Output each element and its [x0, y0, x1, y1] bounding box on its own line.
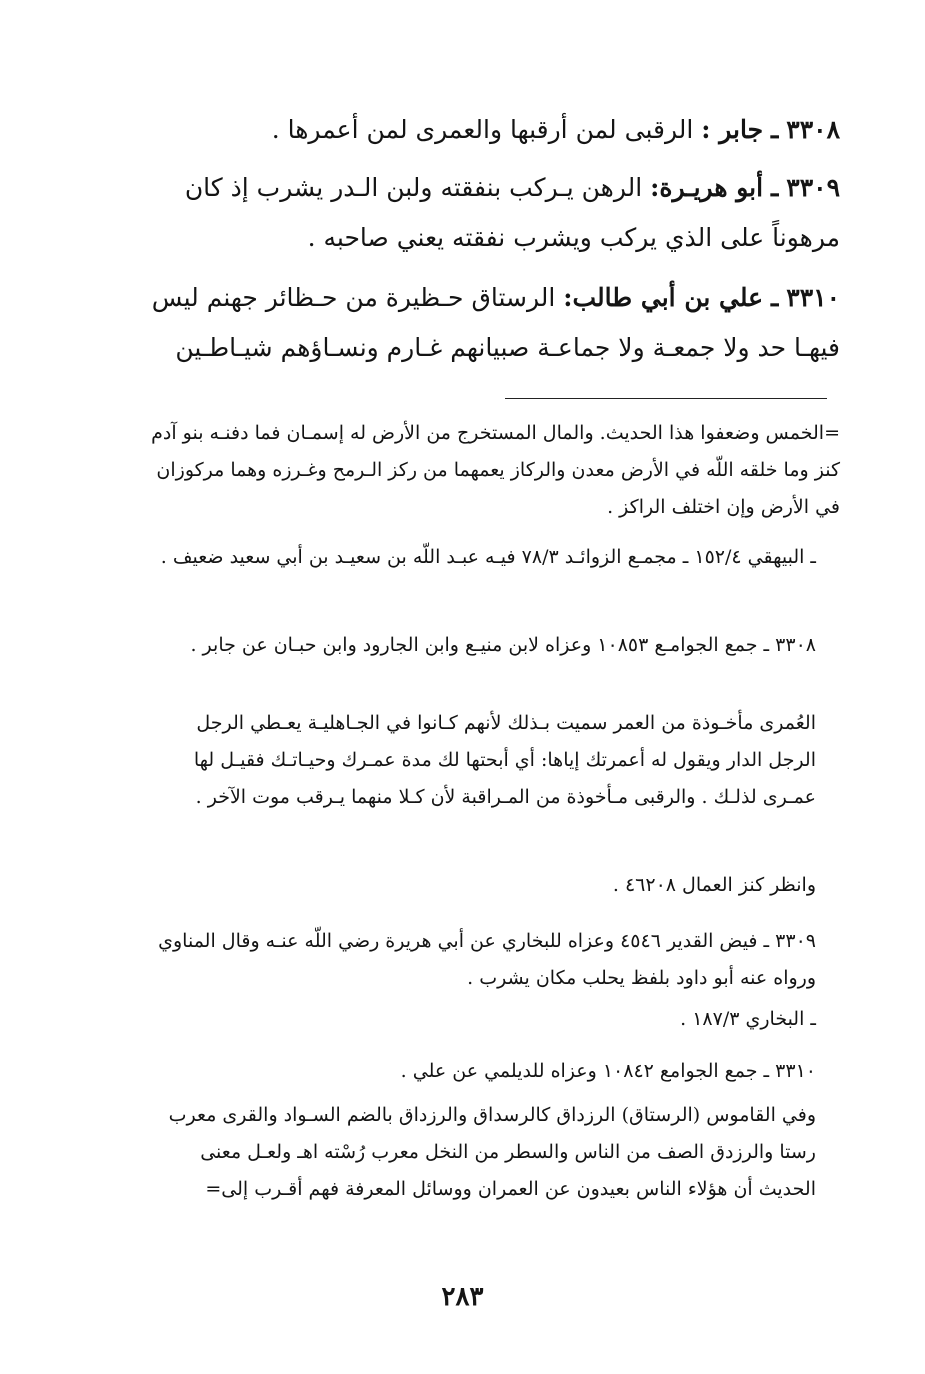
footnote-continuation: =الخمس وضعفوا هذا الحديث. والمال المستخرج من الأرض له إسمـان فما دفنـه بنو آدم كنز وما خلقه اللّه في الأرض معدن والركاز يعمهما من ركز الـرمح وغـرزه وهما مركوزان في الأرض وإن اختلف الراكز .	[151, 422, 840, 518]
hadith-3309: ٣٣٠٩ ـ أبو هريـرة: الرهن يـركب بنفقته ولبن الـدر يشرب إذ كان مرهوناً على الذي يركب ويشرب نفقته يعني صاحبه .	[184, 173, 840, 252]
hadith-text: الرستاق حـظيرة من حـظائر جهنم ليس فيهـا حد ولا جمعـة ولا جماعـة صبيانهم غـارم ونسـاؤهم شيـاطـين	[151, 283, 840, 362]
page-number: ٢٨٣	[441, 1282, 484, 1312]
footnote-3310: ٣٣١٠ ـ جمع الجوامع ١٠٨٤٢ وعزاه للديلمي عن علي .	[400, 1060, 816, 1082]
footnote-3309: ٣٣٠٩ ـ فيض القدير ٤٥٤٦ وعزاه للبخاري عن أبي هريرة رضي اللّه عنـه وقال المناوي ورواه عنه أبو داود بلفظ يحلب مكان يشرب .	[158, 930, 816, 989]
footnotes	[150, 415, 840, 1225]
narrator: أبو هريـرة:	[650, 173, 764, 202]
hadith-3310: ٣٣١٠ ـ علي بن أبي طالب: الرستاق حـظيرة من حـظائر جهنم ليس فيهـا حد ولا جمعـة ولا جماعـة صبيانهم غـارم ونسـاؤهم شيـاطـين	[151, 283, 840, 362]
narrator: جابر :	[701, 115, 764, 144]
footnote-3308-umra: العُمرى مأخـوذة من العمر سميت بـذلك لأنهم كـانوا في الجـاهليـة يعـطي الرجل الرجل الدار ويقول له أعمرتك إياها: أي أبحتها لك مدة عمـرك وحيـاتـك فقيـل لها عمـرى لذلـك . والرقبى مـأخوذة من المـراقبة لأن كـلا منهما يـرقب موت الآخر .	[193, 712, 816, 808]
footnote-3310-qamus: وفي القاموس (الرستاق) الرزداق كالرسداق والرزداق بالضم السـواد والقرى معرب رستا والرزدق الصف من الناس والسطر من النخل معرب رُسْته اهـ ولعـل معنى الحديث أن هؤلاء الناس بعيدون عن العمران ووسائل المعرفة فهم أقـرب إلى=	[168, 1104, 816, 1200]
hadith-text: الرهن يـركب بنفقته ولبن الـدر يشرب إذ كان مرهوناً على الذي يركب ويشرب نفقته يعني صاحبه .	[184, 173, 840, 252]
footnote-bayhaqi: ـ البيهقي ١٥٢/٤ ـ مجمـع الزوائـد ٧٨/٣ فيـه عبـد اللّه بن سعيـد بن أبي سعيد ضعيف .	[160, 546, 816, 568]
hadith-number: ٣٣٠٨	[786, 115, 840, 144]
hadith-number: ٣٣٠٩	[786, 173, 840, 202]
main-text	[150, 105, 840, 365]
footnote-3308-kanz: وانظر كنز العمال ٤٦٢٠٨ .	[612, 874, 816, 896]
footnote-3309-bukhari: ـ البخاري ١٨٧/٣ .	[680, 1008, 816, 1030]
hadith-number: ٣٣١٠	[786, 283, 840, 312]
hadith-text: الرقبى لمن أرقبها والعمرى لمن أعمرها .	[271, 115, 694, 144]
footnote-3308: ٣٣٠٨ ـ جمع الجوامـع ١٠٨٥٣ وعزاه لابن منيـع وابن الجارود وابن حبـان عن جابر .	[190, 634, 816, 656]
hadith-3308: ٣٣٠٨ ـ جابر : الرقبى لمن أرقبها والعمرى لمن أعمرها .	[271, 115, 840, 144]
footnote-divider	[505, 398, 827, 399]
narrator: علي بن أبي طالب:	[563, 283, 764, 312]
